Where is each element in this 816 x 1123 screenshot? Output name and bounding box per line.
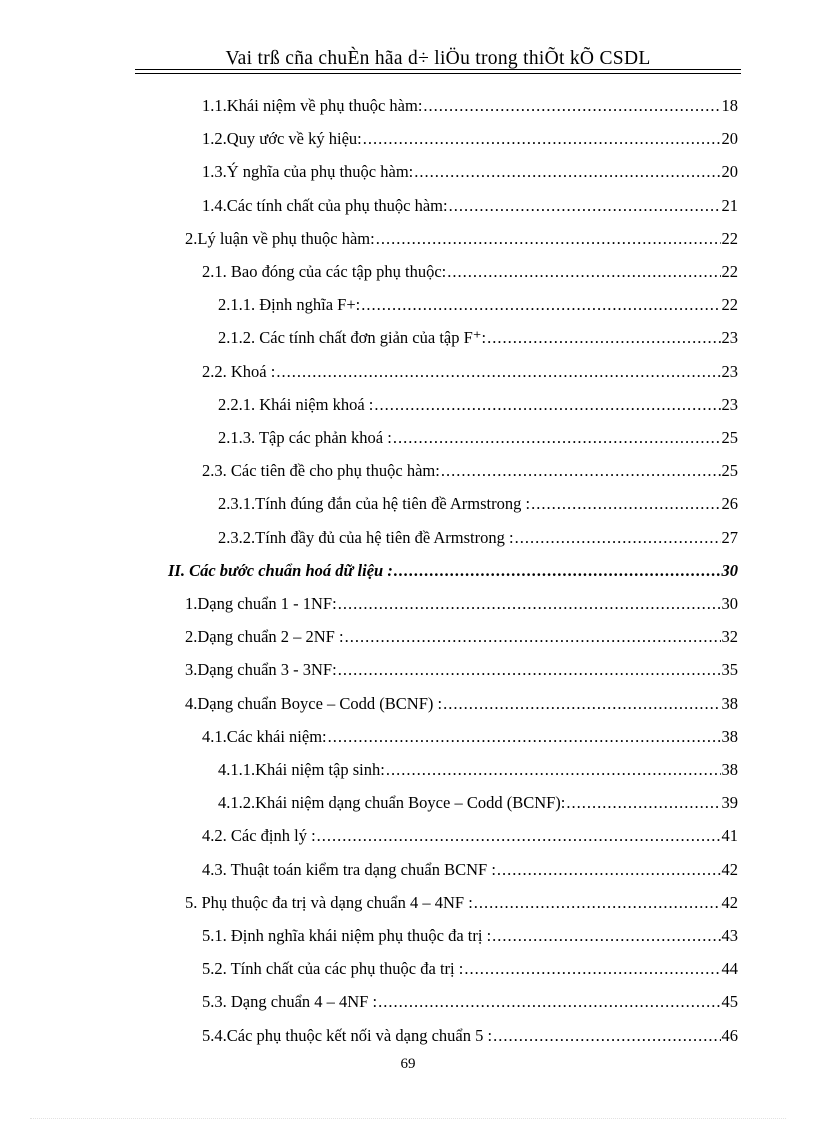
toc-dot-leader — [531, 493, 720, 515]
toc-entry-title: 1.2.Quy ước về ký hiệu: — [202, 129, 362, 149]
toc-dot-leader — [376, 228, 721, 250]
toc-entry-title: 2.3. Các tiên đề cho phụ thuộc hàm: — [202, 461, 440, 481]
toc-entry[interactable] — [218, 294, 738, 316]
toc-dot-leader — [414, 161, 720, 183]
toc-entry-page: 22 — [721, 228, 738, 248]
toc-entry[interactable] — [202, 195, 738, 217]
toc-entry[interactable] — [202, 859, 738, 881]
toc-entry-page: 38 — [721, 726, 738, 746]
toc-entry[interactable] — [202, 991, 738, 1013]
bottom-border — [30, 1118, 786, 1119]
toc-entry[interactable] — [202, 261, 738, 283]
toc-entry[interactable] — [202, 161, 738, 183]
toc-entry-title: 4.Dạng chuẩn Boyce – Codd (BCNF) : — [185, 693, 443, 713]
toc-entry-title: 4.3. Thuật toán kiểm tra dạng chuẩn BCNF : — [202, 859, 496, 879]
toc-dot-leader — [276, 361, 720, 383]
toc-entry-title: 5.3. Dạng chuẩn 4 – 4NF : — [202, 992, 378, 1012]
toc-entry[interactable] — [202, 825, 738, 847]
toc-entry-page: 23 — [721, 328, 738, 348]
toc-entry-page: 22 — [721, 262, 738, 281]
toc-entry[interactable] — [202, 128, 738, 150]
toc-entry[interactable] — [185, 693, 738, 715]
toc-entry-page: 22 — [721, 295, 738, 315]
toc-entry[interactable] — [185, 892, 738, 914]
toc-entry-page: 39 — [721, 793, 738, 813]
toc-entry[interactable] — [185, 228, 738, 250]
toc-dot-leader — [449, 195, 721, 217]
toc-dot-leader — [328, 726, 721, 748]
toc-entry[interactable] — [202, 1025, 738, 1047]
toc-dot-leader — [443, 693, 720, 715]
toc-entry-page: 32 — [721, 627, 738, 647]
toc-entry-title: 3.Dạng chuẩn 3 - 3NF: — [185, 660, 337, 680]
toc-dot-leader — [338, 593, 721, 615]
toc-entry[interactable] — [185, 626, 738, 648]
toc-entry-title: II. Các bước chuẩn hoá dữ liệu : — [168, 560, 393, 580]
toc-entry-title: 4.1.Các khái niệm: — [202, 726, 327, 746]
toc-entry-title: 2.Dạng chuẩn 2 – 2NF : — [185, 627, 344, 647]
toc-dot-leader — [497, 859, 721, 881]
toc-entry-title: 2.1. Bao đóng của các tập phụ thuộc: — [202, 262, 447, 281]
toc-entry-title: 5.2. Tính chất của các phụ thuộc đa trị : — [202, 959, 464, 979]
toc-entry-title: 1.4.Các tính chất của phụ thuộc hàm: — [202, 195, 448, 215]
page-number: 69 — [400, 1056, 416, 1072]
toc-entry-page: 42 — [721, 859, 738, 879]
toc-dot-leader — [361, 294, 720, 316]
toc-entry-title: 4.2. Các định lý : — [202, 826, 316, 846]
toc-dot-leader — [474, 892, 721, 914]
toc-dot-leader — [492, 925, 720, 947]
toc-entry[interactable] — [218, 527, 738, 549]
running-header: Vai trß cña chuÈn hãa d÷ liÖu trong thiÕt kÕ CSDL — [225, 48, 651, 69]
toc-entry[interactable] — [218, 427, 738, 449]
toc-entry-page: 27 — [721, 527, 738, 547]
toc-entry-title: 1.3.Ý nghĩa của phụ thuộc hàm: — [202, 162, 414, 182]
toc-entry-page: 26 — [721, 494, 738, 514]
toc-entry[interactable] — [218, 759, 738, 781]
toc-entry[interactable] — [202, 460, 738, 482]
toc-entry-page: 41 — [721, 826, 738, 846]
toc-dot-leader — [515, 527, 721, 549]
toc-entry-page: 45 — [721, 992, 738, 1012]
toc-entry-page: 30 — [721, 560, 738, 580]
toc-entry-page: 42 — [721, 892, 738, 912]
header-rule-thick — [135, 69, 741, 70]
toc-entry-title: 2.2. Khoá : — [202, 361, 276, 381]
toc-entry-page: 38 — [721, 760, 738, 779]
toc-entry-title: 2.1.1. Định nghĩa F+: — [218, 295, 361, 315]
toc-dot-leader — [394, 560, 721, 582]
toc-entry[interactable] — [185, 593, 738, 615]
toc-dot-leader — [386, 759, 721, 781]
toc-dot-leader — [345, 626, 721, 648]
toc-entry-title: 5. Phụ thuộc đa trị và dạng chuẩn 4 – 4NF : — [185, 892, 473, 912]
toc-dot-leader — [363, 128, 721, 150]
toc-entry[interactable] — [168, 560, 738, 582]
toc-entry-page: 35 — [721, 660, 738, 680]
toc-entry[interactable] — [185, 659, 738, 681]
toc-entry-title: 1.Dạng chuẩn 1 - 1NF: — [185, 594, 337, 613]
toc-entry-page: 23 — [721, 361, 738, 381]
toc-entry-title: 2.1.3. Tập các phản khoá : — [218, 428, 392, 447]
toc-dot-leader — [423, 95, 720, 117]
toc-entry-title: 2.3.1.Tính đúng đắn của hệ tiên đề Armstrong : — [218, 494, 531, 514]
toc-dot-leader — [338, 659, 721, 681]
toc-dot-leader — [566, 792, 720, 814]
toc-entry-page: 43 — [721, 926, 738, 945]
toc-entry[interactable] — [202, 95, 738, 117]
toc-entry[interactable] — [218, 493, 738, 515]
toc-entry[interactable] — [202, 726, 738, 748]
toc-entry[interactable] — [202, 958, 738, 980]
toc-entry-page: 20 — [721, 129, 738, 149]
toc-entry-title: 4.1.2.Khái niệm dạng chuẩn Boyce – Codd (BCNF): — [218, 793, 566, 813]
toc-entry[interactable] — [218, 394, 738, 416]
toc-entry-page: 38 — [721, 693, 738, 713]
toc-dot-leader — [317, 825, 721, 847]
toc-dot-leader — [447, 261, 720, 283]
toc-entry[interactable] — [202, 361, 738, 383]
toc-entry-page: 25 — [721, 428, 738, 447]
toc-dot-leader — [487, 327, 720, 349]
toc-entry[interactable] — [202, 925, 738, 947]
toc-entry-title: 2.2.1. Khái niệm khoá : — [218, 394, 374, 414]
toc-entry-title: 5.1. Định nghĩa khái niệm phụ thuộc đa trị : — [202, 926, 492, 945]
toc-dot-leader — [464, 958, 720, 980]
toc-entry-page: 20 — [721, 162, 738, 182]
toc-entry[interactable] — [218, 327, 738, 349]
toc-entry-page: 44 — [721, 959, 738, 979]
toc-entry[interactable] — [218, 792, 738, 814]
toc-entry-title: 2.3.2.Tính đầy đủ của hệ tiên đề Armstrong : — [218, 527, 514, 547]
toc-dot-leader — [374, 394, 720, 416]
toc-dot-leader — [441, 460, 721, 482]
header-rule-thin — [135, 73, 741, 74]
toc-dot-leader — [378, 991, 720, 1013]
toc-entry-page: 21 — [721, 195, 738, 215]
toc-entry-page: 46 — [721, 1025, 738, 1045]
toc-entry-page: 30 — [721, 594, 738, 613]
toc-entry-title: 4.1.1.Khái niệm tập sinh: — [218, 760, 385, 779]
toc-entry-page: 25 — [721, 461, 738, 481]
toc-entry-title: 2.Lý luận về phụ thuộc hàm: — [185, 228, 375, 248]
toc-dot-leader — [393, 427, 721, 449]
toc-entry-title: 2.1.2. Các tính chất đơn giản của tập F⁺: — [218, 328, 487, 348]
toc-entry-title: 1.1.Khái niệm về phụ thuộc hàm: — [202, 96, 423, 115]
toc-entry-page: 18 — [721, 96, 738, 115]
toc-entry-page: 23 — [721, 394, 738, 414]
toc-entry-title: 5.4.Các phụ thuộc kết nối và dạng chuẩn 5 : — [202, 1025, 493, 1045]
toc-dot-leader — [493, 1025, 720, 1047]
